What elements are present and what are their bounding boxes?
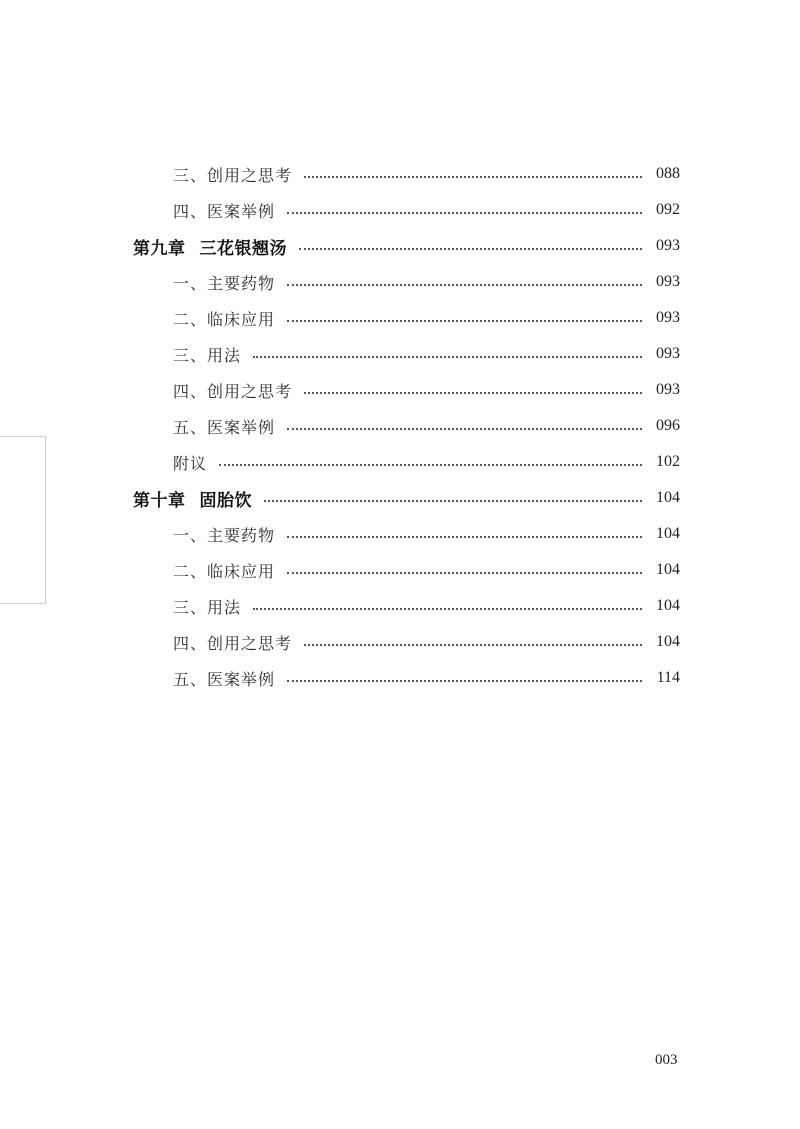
toc-entry-section[interactable] xyxy=(133,300,680,336)
chapter-number: 第十章 xyxy=(133,490,186,511)
toc-entry-chapter[interactable] xyxy=(133,480,680,516)
toc-entry-page: 093 xyxy=(656,309,680,326)
dot-leader xyxy=(287,428,642,430)
dot-leader xyxy=(264,500,642,502)
dot-leader xyxy=(253,608,642,610)
dot-leader xyxy=(219,464,642,466)
toc-entry-title: 一、主要药物 xyxy=(173,273,276,293)
table-of-contents xyxy=(133,156,680,696)
toc-entry-section[interactable] xyxy=(133,444,680,480)
toc-entry-title: 附议 xyxy=(173,453,208,473)
chapter-title: 三花银翘汤 xyxy=(199,238,287,259)
toc-entry-title: 四、创用之思考 xyxy=(173,381,293,401)
dot-leader xyxy=(287,212,642,214)
page-edge-tab xyxy=(0,436,46,604)
toc-entry-section[interactable] xyxy=(133,624,680,660)
toc-entry-title: 三、创用之思考 xyxy=(173,165,293,185)
toc-entry-section[interactable] xyxy=(133,192,680,228)
dot-leader xyxy=(299,248,642,250)
toc-entry-page: 104 xyxy=(656,633,680,650)
toc-entry-section[interactable] xyxy=(133,156,680,192)
toc-entry-section[interactable] xyxy=(133,264,680,300)
toc-entry-page: 093 xyxy=(656,381,680,398)
toc-entry-section[interactable] xyxy=(133,408,680,444)
chapter-heading xyxy=(133,234,287,259)
toc-entry-page: 102 xyxy=(656,453,680,470)
toc-entry-page: 092 xyxy=(656,201,680,218)
toc-entry-page: 096 xyxy=(656,417,680,434)
toc-entry-section[interactable] xyxy=(133,372,680,408)
dot-leader xyxy=(287,284,642,286)
toc-entry-page: 093 xyxy=(656,345,680,362)
toc-entry-title: 五、医案举例 xyxy=(173,669,276,689)
chapter-title: 固胎饮 xyxy=(199,490,252,511)
toc-entry-title: 一、主要药物 xyxy=(173,525,276,545)
toc-entry-title: 五、医案举例 xyxy=(173,417,276,437)
toc-entry-chapter[interactable] xyxy=(133,228,680,264)
toc-entry-page: 104 xyxy=(656,561,680,578)
dot-leader xyxy=(287,320,642,322)
dot-leader xyxy=(304,176,642,178)
toc-entry-section[interactable] xyxy=(133,552,680,588)
toc-entry-section[interactable] xyxy=(133,336,680,372)
toc-entry-page: 088 xyxy=(656,165,680,182)
toc-entry-title: 二、临床应用 xyxy=(173,561,276,581)
toc-entry-title: 二、临床应用 xyxy=(173,309,276,329)
toc-entry-page: 104 xyxy=(656,489,680,506)
toc-entry-title: 四、医案举例 xyxy=(173,201,276,221)
dot-leader xyxy=(287,680,642,682)
toc-entry-page: 104 xyxy=(656,597,680,614)
toc-entry-page: 104 xyxy=(656,525,680,542)
toc-entry-page: 114 xyxy=(656,669,680,686)
dot-leader xyxy=(304,392,642,394)
toc-entry-section[interactable] xyxy=(133,660,680,696)
toc-entry-title: 三、用法 xyxy=(173,345,242,365)
toc-entry-title: 四、创用之思考 xyxy=(173,633,293,653)
dot-leader xyxy=(287,572,642,574)
toc-entry-title: 三、用法 xyxy=(173,597,242,617)
toc-entry-page: 093 xyxy=(656,273,680,290)
toc-entry-section[interactable] xyxy=(133,588,680,624)
page-number: 003 xyxy=(655,1052,678,1068)
toc-entry-page: 093 xyxy=(656,237,680,254)
toc-entry-section[interactable] xyxy=(133,516,680,552)
dot-leader xyxy=(253,356,642,358)
chapter-number: 第九章 xyxy=(133,238,186,259)
dot-leader xyxy=(287,536,642,538)
dot-leader xyxy=(304,644,642,646)
chapter-heading xyxy=(133,486,252,511)
